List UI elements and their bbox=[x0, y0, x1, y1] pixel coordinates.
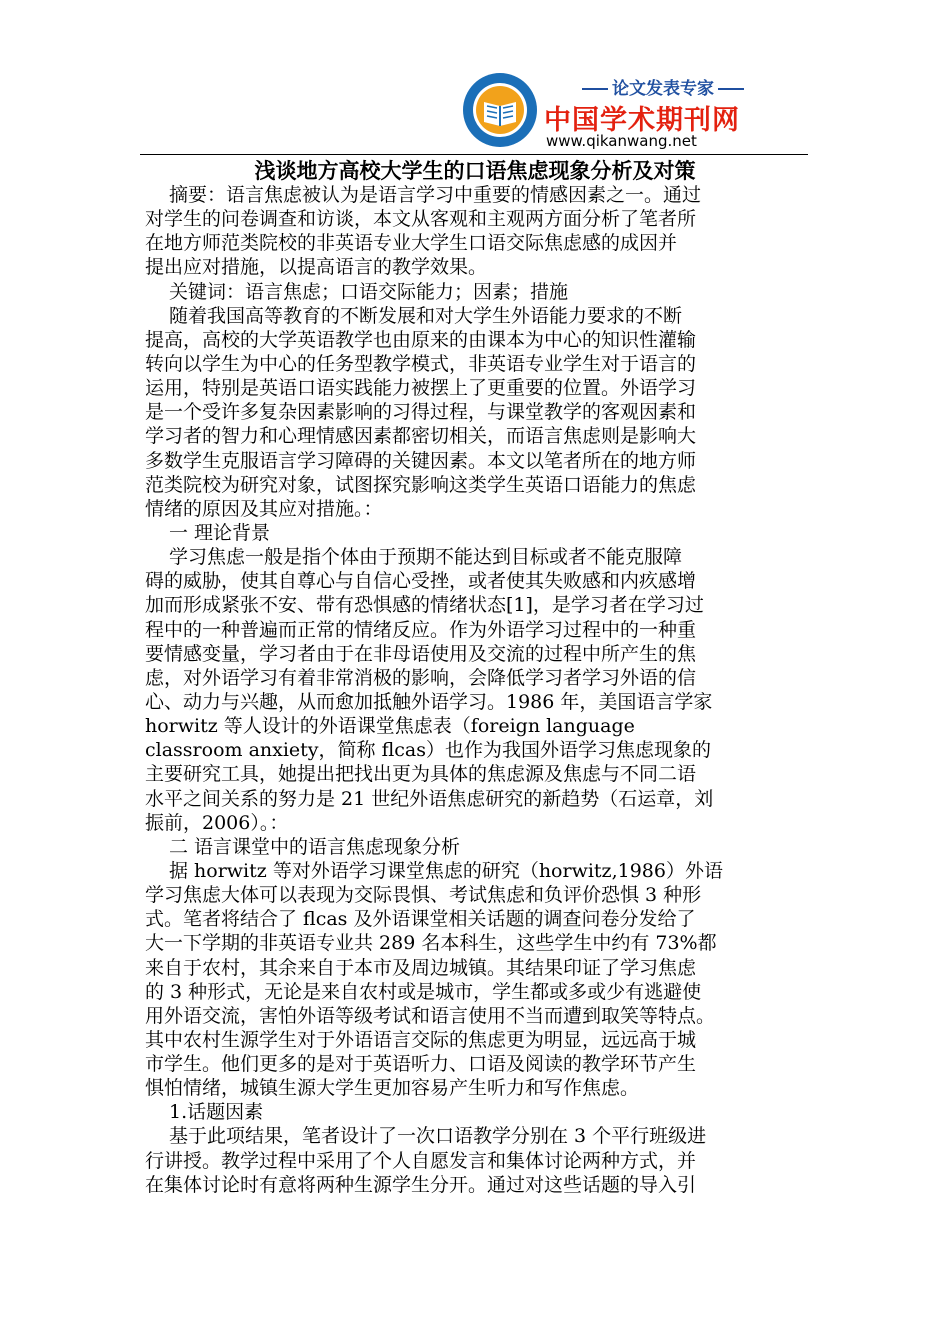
header-divider bbox=[140, 154, 808, 155]
paragraph-line: 转向以学生为中心的任务型教学模式，非英语专业学生对于语言的 bbox=[145, 352, 697, 375]
paragraph-line: 振前，2006）。： bbox=[145, 811, 289, 834]
paragraph-line: 的 3 种形式，无论是来自农村或是城市，学生都或多或少有逃避使 bbox=[145, 980, 702, 1003]
paragraph-line: 主要研究工具，她提出把找出更为具体的焦虑源及焦虑与不同二语 bbox=[145, 763, 697, 786]
paragraph-line: 用外语交流，害怕外语等级考试和语言使用不当而遭到取笑等特点。 bbox=[145, 1004, 716, 1027]
paragraph-line: 虑，对外语学习有着非常消极的影响，会降低学习者学习外语的信 bbox=[145, 666, 697, 689]
abstract-line: 提出应对措施，以提高语言的教学效果。 bbox=[145, 256, 488, 279]
paragraph-line: 多数学生克服语言学习障碍的关键因素。本文以笔者所在的地方师 bbox=[145, 449, 697, 472]
abstract-line: 对学生的问卷调查和访谈，本文从客观和主观两方面分析了笔者所 bbox=[145, 208, 697, 231]
section-heading: 二 语言课堂中的语言焦虑现象分析 bbox=[169, 835, 461, 858]
paragraph-line: 碍的威胁，使其自尊心与自信心受挫，或者使其失败感和内疚感增 bbox=[145, 570, 697, 593]
paragraph-line: 心、动力与兴趣，从而愈加抵触外语学习。1986 年，美国语言学家 bbox=[145, 690, 713, 713]
publisher-logo[interactable] bbox=[462, 72, 740, 150]
paragraph-line: 随着我国高等教育的不断发展和对大学生外语能力要求的不断 bbox=[169, 304, 683, 327]
paragraph-line: 其中农村生源学生对于外语语言交际的焦虑更为明显，远远高于城 bbox=[145, 1028, 697, 1051]
logo-tagline: 论文发表专家 bbox=[582, 74, 744, 99]
paragraph-line: 是一个受许多复杂因素影响的习得过程，与课堂教学的客观因素和 bbox=[145, 401, 697, 424]
paragraph-line: 行讲授。教学过程中采用了个人自愿发言和集体讨论两种方式，并 bbox=[145, 1149, 697, 1172]
paragraph-line: 加而形成紧张不安、带有恐惧感的情绪状态[1]，是学习者在学习过 bbox=[145, 594, 704, 617]
section-heading: 一 理论背景 bbox=[169, 521, 271, 544]
paragraph-line: 大一下学期的非英语专业共 289 名本科生，这些学生中约有 73%都 bbox=[145, 932, 717, 955]
paragraph-line: 提高，高校的大学英语教学也由原来的由课本为中心的知识性灌输 bbox=[145, 328, 697, 351]
paragraph-line: 学习焦虑一般是指个体由于预期不能达到目标或者不能克服障 bbox=[169, 546, 683, 569]
paragraph-line: 式。笔者将结合了 flcas 及外语课堂相关话题的调查问卷分发给了 bbox=[145, 908, 696, 931]
paragraph-line: 情绪的原因及其应对措施。： bbox=[145, 497, 383, 520]
paragraph-line: 要情感变量，学习者由于在非母语使用及交流的过程中所产生的焦 bbox=[145, 642, 697, 665]
paragraph-line: 范类院校为研究对象，试图探究影响这类学生英语口语能力的焦虑 bbox=[145, 473, 697, 496]
article-title: 浅谈地方高校大学生的口语焦虑现象分析及对策 bbox=[254, 159, 696, 183]
paragraph-line: classroom anxiety，简称 flcas）也作为我国外语学习焦虑现象的 bbox=[145, 739, 711, 762]
logo-name: 中国学术期刊网 bbox=[544, 105, 740, 136]
paragraph-line: 水平之间关系的努力是 21 世纪外语焦虑研究的新趋势（石运章，刘 bbox=[145, 787, 714, 810]
article-body bbox=[145, 183, 810, 1197]
paragraph-line: 来自于农村，其余来自于本市及周边城镇。其结果印证了学习焦虑 bbox=[145, 956, 697, 979]
subsection-heading: 1.话题因素 bbox=[169, 1101, 264, 1124]
paragraph-line: 市学生。他们更多的是对于英语听力、口语及阅读的教学环节产生 bbox=[145, 1053, 697, 1076]
abstract-line: 在地方师范类院校的非英语专业大学生口语交际焦虑感的成因并 bbox=[145, 232, 678, 255]
paragraph-line: 在集体讨论时有意将两种生源学生分开。通过对这些话题的导入引 bbox=[145, 1173, 697, 1196]
paragraph-line: 基于此项结果，笔者设计了一次口语教学分别在 3 个平行班级进 bbox=[169, 1125, 707, 1148]
paragraph-line: 学习者的智力和心理情感因素都密切相关，而语言焦虑则是影响大 bbox=[145, 425, 697, 448]
paragraph-line: 惧怕情绪，城镇生源大学生更加容易产生听力和写作焦虑。 bbox=[145, 1077, 640, 1100]
logo-url[interactable]: www.qikanwang.net bbox=[546, 132, 697, 150]
book-seal-icon bbox=[462, 72, 538, 148]
keywords-line: 关键词：语言焦虑；口语交际能力；因素；措施 bbox=[169, 280, 569, 303]
paragraph-line: 学习焦虑大体可以表现为交际畏惧、考试焦虑和负评价恐惧 3 种形 bbox=[145, 884, 702, 907]
paragraph-line: 程中的一种普遍而正常的情绪反应。作为外语学习过程中的一种重 bbox=[145, 618, 697, 641]
paragraph-line: 据 horwitz 等对外语学习课堂焦虑的研究（horwitz,1986）外语 bbox=[169, 859, 723, 882]
paragraph-line: 运用，特别是英语口语实践能力被摆上了更重要的位置。外语学习 bbox=[145, 377, 697, 400]
abstract-line: 摘要：语言焦虑被认为是语言学习中重要的情感因素之一。通过 bbox=[169, 184, 702, 206]
paragraph-line: horwitz 等人设计的外语课堂焦虑表（foreign language bbox=[145, 715, 635, 738]
